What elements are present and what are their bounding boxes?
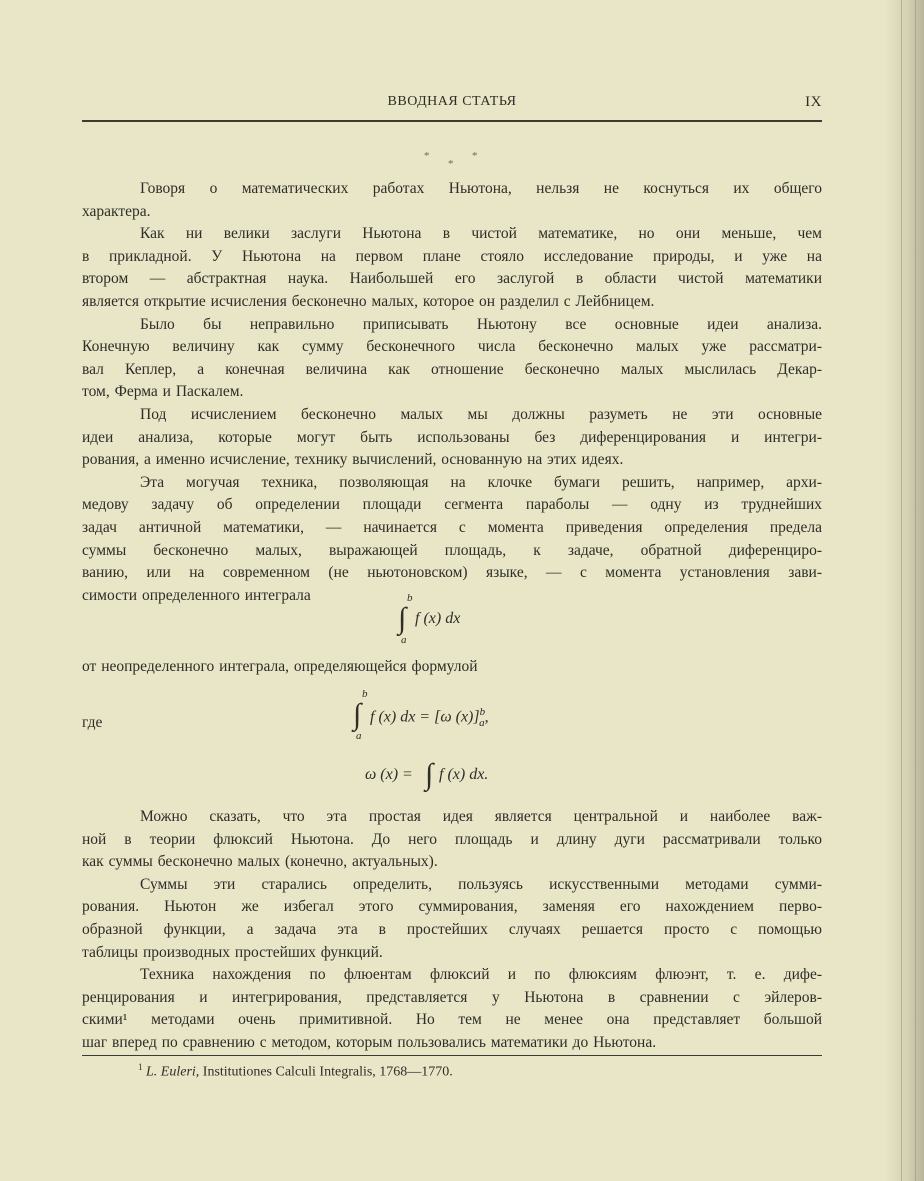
bracket-upper: b <box>479 706 486 718</box>
running-title: ВВОДНАЯ СТАТЬЯ <box>387 94 517 109</box>
text-line: том, Ферма и Паскалем. <box>82 383 244 401</box>
text-line: задач античной математики, — начинается с момента приведения определения предела <box>82 518 822 536</box>
page-edge-line <box>901 0 902 1181</box>
lower-limit: a <box>356 730 362 742</box>
integrand: f (x) dx. <box>439 766 489 783</box>
text-line: шаг вперед по сравнению с методом, которым пользовались математики до Ньютона. <box>82 1033 657 1051</box>
text-block <box>82 712 822 735</box>
text-line <box>82 656 822 679</box>
text-line: Конечную величину как сумму бесконечного числа бесконечно малых уже рассматри- <box>82 338 822 356</box>
text-line: в прикладной. У Ньютона на первом плане стояло исследование природы, и уже на <box>82 247 822 265</box>
text-line: ной в теории флюксий Ньютона. До него площадь и длину дуги рассматривали только <box>82 830 822 848</box>
body-text-top <box>82 178 822 607</box>
text-line: суммы бесконечно малых, выражающей площадь, к задаче, обратной диференциро- <box>82 541 822 559</box>
text-line: вал Кеплер, а конечная величина как отношение бесконечно малых мыслилась Декар- <box>82 360 822 378</box>
text-line: является открытие исчисления бесконечно малых, которое он разделил с Лейбницем. <box>82 292 655 310</box>
running-header <box>82 94 822 114</box>
page-number: IX <box>805 94 822 110</box>
text-line: рования, а именно исчисление, технику вычислений, основанную на этих идеях. <box>82 451 624 469</box>
text-line: характера. <box>82 202 151 220</box>
footnote-mark: 1 <box>138 1062 143 1072</box>
formula-punct: , <box>484 708 489 726</box>
integral-sign: ∫ <box>425 758 434 791</box>
footnote-rule <box>82 1055 822 1056</box>
integrand: f (x) dx <box>415 610 461 627</box>
text-line: Как ни велики заслуги Ньютона в чистой математике, но они меньше, чем <box>140 225 822 243</box>
page-edge-shadow <box>884 0 924 1181</box>
footnote <box>138 1062 453 1081</box>
text-line: втором — абстрактная наука. Наибольшей его заслугой в области чистой математики <box>82 270 822 288</box>
text-line: образной функции, а задача эта в простейших случаях решается просто с помощью <box>82 920 822 938</box>
text-line: как суммы бесконечно малых (конечно, актуальных). <box>82 853 438 871</box>
header-rule <box>82 120 822 122</box>
upper-limit: b <box>362 688 368 700</box>
text-line: Было бы неправильно приписывать Ньютону все основные идеи анализа. <box>140 315 822 333</box>
bracket-lower: a <box>479 716 485 729</box>
text-line: рования. Ньютон же избегал этого суммирования, заменяя его нахождением перво- <box>82 898 822 916</box>
text-line: Суммы эти старались определить, пользуясь искусственными методами сумми- <box>140 875 822 893</box>
text-line: Техника нахождения по флюентам флюксий и по флюксиям флюэнт, т. е. дифе- <box>140 966 822 984</box>
text-line: где <box>82 714 103 731</box>
text-line: идеи анализа, которые могут быть использованы без диференцирования и интегри- <box>82 428 822 446</box>
text-line: симости определенного интеграла <box>82 586 311 604</box>
integral-sign: ∫ <box>353 698 362 731</box>
footnote-author: L. Euleri, <box>146 1064 200 1080</box>
body-text-bottom <box>82 806 822 1055</box>
text-line: медову задачу об определении площади сегмента параболы — одну из труднейших <box>82 496 822 514</box>
text-line: от неопределенного интеграла, определяющейся формулой <box>82 658 478 675</box>
formula-definite-integral <box>398 592 518 648</box>
text-line: скими¹ методами очень примитивной. Но тем не менее она представляет большой <box>82 1011 822 1029</box>
text-line: Можно сказать, что эта простая идея является центральной и наиболее важ- <box>140 808 822 825</box>
section-separator: * * * <box>424 150 478 170</box>
footnote-text: Institutiones Calculi Integralis, 1768—1770. <box>202 1064 453 1080</box>
formula-main: f (x) dx = [ω (x)] <box>370 708 480 726</box>
text-line: ренцирования и интегрирования, представляется у Ньютона в сравнении с эйлеров- <box>82 988 822 1006</box>
upper-limit: b <box>407 592 413 604</box>
integral-sign: ∫ <box>398 602 407 635</box>
formula-antiderivative <box>365 758 565 796</box>
text-line: Под исчислением бесконечно малых мы должны разуметь не эти основные <box>140 405 822 423</box>
formula-lhs: ω (x) = <box>365 766 413 783</box>
text-line: ванию, или на современном (не ньютоновском) языке, — с момента установления зави- <box>82 564 822 582</box>
text-line: Эта могучая техника, позволяющая на клочке бумаги решить, например, архи- <box>140 473 822 491</box>
text-line: таблицы производных простейших функций. <box>82 943 383 961</box>
text-line: Говоря о математических работах Ньютона, нельзя не коснуться их общего <box>140 180 822 197</box>
lower-limit: a <box>401 634 407 646</box>
page-edge-line <box>915 0 916 1181</box>
